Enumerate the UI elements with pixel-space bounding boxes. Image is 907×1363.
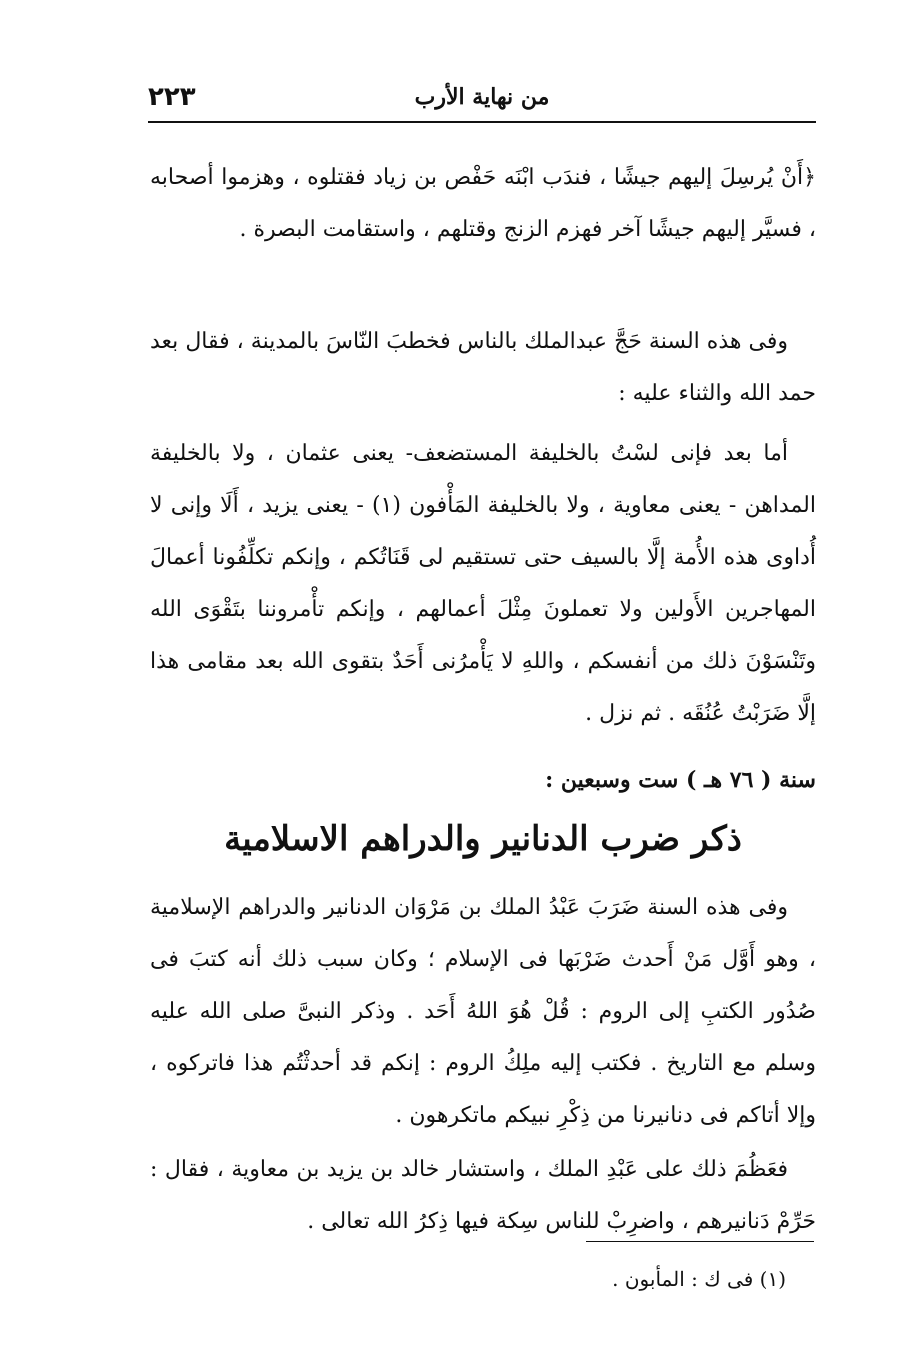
page-header — [148, 78, 816, 118]
running-title: من نهاية الأرب — [414, 84, 550, 110]
paragraph-5-text: فعَظُمَ ذلك على عَبْدِ الملك ، واستشار خالد بن يزيد بن معاوية ، فقال : حَرِّمْ دَنانيرهم ، واضرِبْ للناس سِكة فيها ذِكرُ الله تعالى . — [150, 1157, 816, 1234]
paragraph-3-text: أما بعد فإنى لسْتُ بالخليفة المستضعف- يعنى عثمان ، ولا بالخليفة المداهن - يعنى معاوية ، ولا بالخليفة المَأْفون (١) - يعنى يزيد ، أَلَا وإنى لا أُداوى هذه الأُمة إلَّا بالسيف حتى تستقيم لى قَنَاتُكم ، وإنكم تكلِّفُونا أعمالَ المهاجرين الأَولين ولا تعملونَ مِثْلَ أعمالهم ، وإنكم تأْمروننا بتَقْوَى الله وتَنْسَوْنَ ذلك من أنفسكم ، واللهِ لا يَأْمرُنى أَحَدٌ بتقوى الله بعد مقامى هذا إلَّا ضَرَبْتُ عُنُقَه . ثم نزل . — [150, 441, 816, 726]
paragraph-4-text: وفى هذه السنة ضَرَبَ عَبْدُ الملك بن مَرْوَان الدنانير والدراهم الإسلامية ، وهو أَوَّل مَنْ أَحدث ضَرْبَها فى الإسلام ؛ وكان سبب ذلك أنه كتبَ فى صُدُور الكتبِ إلى الروم : قُلْ هُوَ اللهُ أَحَد . وذكر النبىَّ صلى الله عليه وسلم مع التاريخ . فكتب إليه ملِكُ الروم : إنكم قد أحدثْتُم هذا فاتركوه ، وإلا أتاكم فى دنانيرنا من ذِكْرِ نبيكم ماتكرهون . — [150, 895, 816, 1128]
paragraph-2 — [150, 316, 816, 420]
header-rule — [148, 121, 816, 123]
paragraph-1: ﴿أَنْ يُرسِلَ إليهم جيشًا ، فندَب ابْنَه حَفْص بن زياد فقتلوه ، وهزموا أصحابه ، فسيَّر إليهم جيشًا آخر فهزم الزنج وقتلهم ، واستقامت البصرة . — [150, 165, 816, 242]
page-number: ٢٢٣ — [148, 82, 196, 112]
footnote: (١) فى ك : المأبون . — [612, 1267, 786, 1291]
paragraph-5 — [150, 1144, 816, 1248]
section-heading: ذكر ضرب الدنانير والدراهم الاسلامية — [224, 819, 742, 859]
paragraph-2-text: وفى هذه السنة حَجَّ عبدالملك بالناس فخطبَ النّاسَ بالمدينة ، فقال بعد حمد الله والثناء عليه : — [150, 329, 816, 406]
year-line: سنة ( ٧٦ هـ ) ست وسبعين : — [545, 767, 816, 793]
paragraph-3 — [150, 428, 816, 740]
paragraph-4 — [150, 882, 816, 1142]
footnote-rule — [586, 1241, 814, 1242]
